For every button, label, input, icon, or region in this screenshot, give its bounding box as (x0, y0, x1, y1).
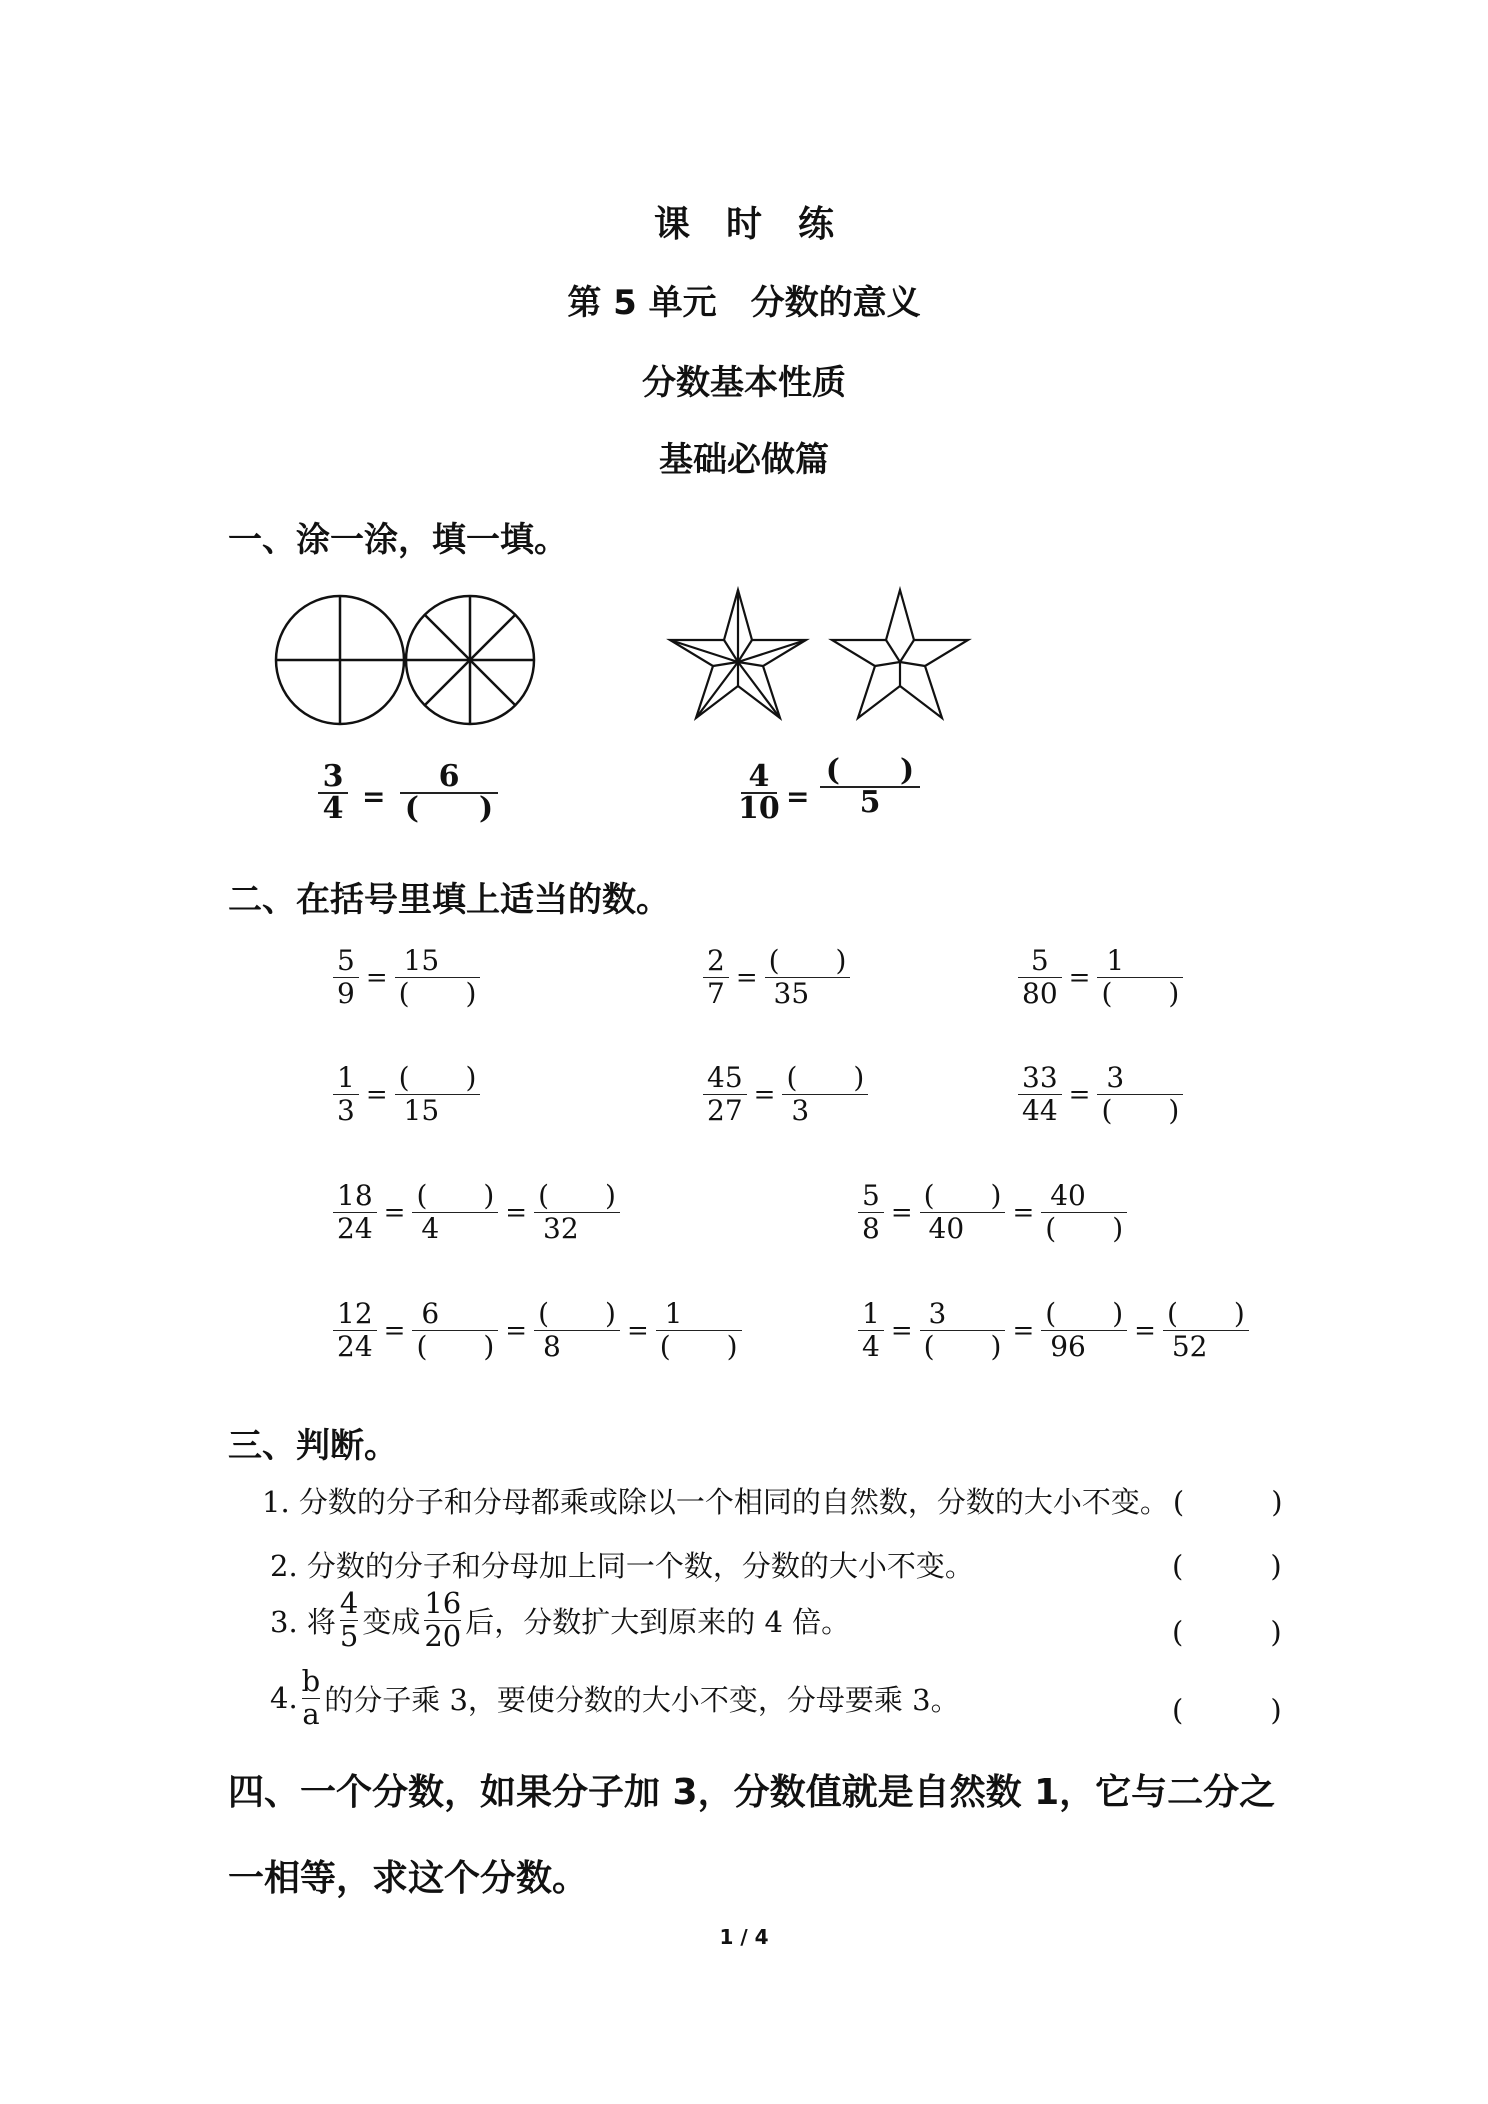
topic-title: 分数基本性质 (642, 363, 846, 403)
fraction-numerator[interactable]: ( ) (416, 1179, 495, 1212)
judge-item-4-frac-num: b (301, 1664, 321, 1698)
section3-heading: 三、判断。 (228, 1426, 398, 1466)
fraction (703, 1062, 747, 1127)
s1-left-den2: ( ) (404, 791, 494, 826)
fraction (1097, 945, 1183, 1010)
equation-r4-c1 (330, 1298, 745, 1363)
judge-item-4 (270, 1666, 960, 1731)
equals-sign: = (753, 1079, 776, 1110)
section2-heading: 二、在括号里填上适当的数。 (228, 880, 670, 920)
equation-r1-c3 (1015, 945, 1186, 1010)
fraction-denominator: 9 (337, 977, 355, 1011)
fraction-numerator: 45 (707, 1061, 743, 1094)
fraction-denominator: 7 (707, 977, 725, 1011)
s1-left-den1: 4 (322, 791, 344, 826)
fraction-denominator: 35 (773, 977, 810, 1011)
fraction-numerator[interactable]: ( ) (786, 1061, 865, 1094)
fraction-numerator[interactable]: ( ) (1166, 1297, 1245, 1330)
fraction (1041, 1298, 1127, 1363)
judge-item-1-answer[interactable]: ( ) (1172, 1485, 1283, 1519)
fraction (333, 1298, 377, 1363)
s1-left-num1: 3 (322, 759, 344, 794)
judge-item-3-answer[interactable]: ( ) (1172, 1615, 1282, 1649)
s1-right-den2: 5 (859, 785, 881, 820)
circle-quarters (276, 596, 404, 724)
fraction (920, 1298, 1006, 1363)
fraction-denominator: 8 (862, 1212, 880, 1246)
judge-item-3-frac1-den: 5 (339, 1618, 359, 1653)
fraction-numerator: 5 (337, 944, 355, 977)
judge-item-4-frac-den: a (302, 1696, 320, 1731)
fraction-numerator[interactable]: ( ) (923, 1179, 1002, 1212)
s1-left-frac2 (400, 759, 498, 826)
fraction-denominator: 4 (862, 1330, 880, 1364)
page-title: 课 时 练 (653, 204, 834, 245)
equals-sign: = (890, 1197, 913, 1228)
judge-item-3-pre: 3. 将 (270, 1604, 336, 1639)
shapes-figure (260, 580, 1000, 740)
fraction-numerator: 5 (862, 1179, 880, 1212)
equals-sign: = (505, 1315, 528, 1346)
fraction-numerator: 33 (1022, 1061, 1058, 1094)
fraction (858, 1298, 884, 1363)
fraction-denominator: 4 (421, 1212, 440, 1246)
judge-item-3-frac2-num: 16 (424, 1586, 462, 1620)
judge-item-3-mid: 变成 (362, 1604, 421, 1639)
fraction-denominator: 24 (337, 1330, 373, 1364)
fraction (656, 1298, 742, 1363)
fraction-denominator: 96 (1050, 1330, 1086, 1364)
fraction-denominator: 15 (403, 1094, 440, 1128)
fraction-denominator[interactable]: ( ) (1045, 1212, 1124, 1246)
fraction (1163, 1298, 1249, 1363)
equals-sign: = (365, 962, 388, 993)
fraction (1097, 1062, 1183, 1127)
equals-sign: = (365, 1079, 388, 1110)
fraction-denominator: 40 (928, 1212, 965, 1246)
s1-right-equals: = (786, 780, 810, 813)
s1-left-equals: = (362, 780, 386, 813)
fraction (333, 945, 359, 1010)
equals-sign: = (1134, 1315, 1156, 1346)
judge-item-3 (270, 1588, 850, 1653)
fraction (1018, 1062, 1062, 1127)
star-five-parts (832, 590, 968, 718)
fraction-numerator: 6 (421, 1297, 440, 1330)
judge-item-4-frac (302, 1666, 321, 1731)
fraction-denominator: 27 (707, 1094, 743, 1128)
equation-r3-c1 (330, 1180, 623, 1245)
equals-sign: = (1068, 1079, 1091, 1110)
equation-r1-c1 (330, 945, 483, 1010)
judge-item-2-answer[interactable]: ( ) (1172, 1549, 1282, 1583)
fraction (920, 1180, 1006, 1245)
fraction-numerator: 1 (664, 1297, 683, 1330)
fraction-numerator[interactable]: ( ) (538, 1297, 616, 1330)
judge-item-3-frac1-num: 4 (339, 1586, 359, 1620)
fraction-denominator[interactable]: ( ) (1101, 977, 1180, 1011)
equation-r3-c2 (855, 1180, 1130, 1245)
fraction-numerator: 15 (403, 944, 440, 977)
fraction (1018, 945, 1062, 1010)
fraction (412, 1180, 498, 1245)
fraction (703, 945, 729, 1010)
fraction-numerator: 18 (337, 1179, 373, 1212)
fraction-denominator: 80 (1022, 977, 1058, 1011)
s1-right-num1: 4 (748, 759, 770, 794)
fraction-numerator: 12 (337, 1297, 373, 1330)
equation-r1-c2 (700, 945, 853, 1010)
section4-question: 四、一个分数，如果分子加 3，分数值就是自然数 1，它与二分之一相等，求这个分数。 (228, 1772, 1276, 1899)
equals-sign: = (1012, 1315, 1035, 1346)
fraction-numerator: 5 (1030, 944, 1049, 977)
fraction (1041, 1180, 1127, 1245)
fraction (333, 1062, 359, 1127)
fraction-denominator[interactable]: ( ) (416, 1330, 495, 1364)
fraction-numerator: 1 (1106, 944, 1125, 977)
judge-item-3-post: 后，分数扩大到原来的 4 倍。 (465, 1604, 851, 1639)
fraction-denominator: 52 (1171, 1330, 1208, 1364)
judge-item-4-post: 的分子乘 3，要使分数的大小不变，分母要乘 3。 (324, 1682, 960, 1717)
equals-sign: = (383, 1197, 406, 1228)
fraction (534, 1180, 620, 1245)
equals-sign: = (626, 1315, 649, 1346)
equals-sign: = (505, 1197, 528, 1228)
equation-r4-c2 (855, 1298, 1252, 1363)
fraction-denominator[interactable]: ( ) (659, 1330, 738, 1364)
fraction-denominator[interactable]: ( ) (1101, 1094, 1180, 1128)
fraction (412, 1298, 498, 1363)
fraction-numerator[interactable]: ( ) (1045, 1297, 1124, 1330)
equals-sign: = (1068, 962, 1091, 993)
fraction-denominator: 3 (791, 1094, 810, 1128)
fraction-denominator: 24 (337, 1212, 373, 1246)
s1-right-frac2 (820, 753, 920, 820)
equals-sign: = (1012, 1197, 1035, 1228)
fraction-numerator[interactable]: ( ) (768, 944, 847, 977)
judge-item-2 (270, 1544, 974, 1585)
fraction-numerator[interactable]: ( ) (398, 1061, 477, 1094)
fraction-numerator: 3 (1106, 1061, 1125, 1094)
equals-sign: = (383, 1315, 406, 1346)
fraction (782, 1062, 868, 1127)
fraction-numerator: 40 (1050, 1179, 1086, 1212)
fraction (395, 945, 481, 1010)
judge-item-3-frac2-den: 20 (424, 1618, 462, 1653)
judge-item-1-text: 1. 分数的分子和分母都乘或除以一个相同的自然数，分数的大小不变。 (262, 1485, 1169, 1519)
fraction-denominator[interactable]: ( ) (923, 1330, 1002, 1364)
fraction-numerator[interactable]: ( ) (538, 1179, 616, 1212)
equation-r2-c3 (1015, 1062, 1186, 1127)
fraction (858, 1180, 884, 1245)
s1-right-den1: 10 (738, 791, 780, 826)
judge-item-4-pre: 4. (270, 1681, 298, 1716)
page-number: 1 / 4 (719, 1925, 769, 1949)
fraction-denominator[interactable]: ( ) (398, 977, 477, 1011)
judge-item-4-answer[interactable]: ( ) (1172, 1693, 1282, 1727)
equation-r2-c2 (700, 1062, 871, 1127)
judge-item-3-frac1 (340, 1588, 358, 1653)
judge-item-1 (262, 1480, 1283, 1521)
fraction-numerator: 2 (707, 944, 725, 977)
s1-left-frac1 (318, 759, 348, 826)
circle-eighths (406, 596, 534, 724)
fraction (765, 945, 851, 1010)
fraction (534, 1298, 620, 1363)
s1-left-num2: 6 (438, 759, 460, 794)
fraction-denominator: 8 (543, 1330, 561, 1364)
section1-heading: 一、涂一涂，填一填。 (228, 520, 568, 560)
equals-sign: = (735, 962, 758, 993)
judge-item-3-frac2 (424, 1588, 461, 1653)
star-ten-parts (670, 590, 806, 718)
s1-right-num2: ( ) (825, 753, 915, 788)
equals-sign: = (890, 1315, 913, 1346)
judge-item-2-text: 2. 分数的分子和分母加上同一个数，分数的大小不变。 (270, 1549, 974, 1583)
s1-right-frac1 (738, 759, 780, 826)
fraction-numerator: 1 (862, 1297, 880, 1330)
fraction-denominator: 32 (543, 1212, 579, 1246)
level-title: 基础必做篇 (659, 440, 829, 480)
fraction (333, 1180, 377, 1245)
equation-r2-c1 (330, 1062, 483, 1127)
fraction-denominator: 44 (1022, 1094, 1058, 1128)
fraction-numerator: 3 (928, 1297, 947, 1330)
fraction (395, 1062, 481, 1127)
fraction-numerator: 1 (337, 1061, 355, 1094)
unit-title: 第 5 单元 分数的意义 (567, 283, 921, 323)
fraction-denominator: 3 (337, 1094, 355, 1128)
